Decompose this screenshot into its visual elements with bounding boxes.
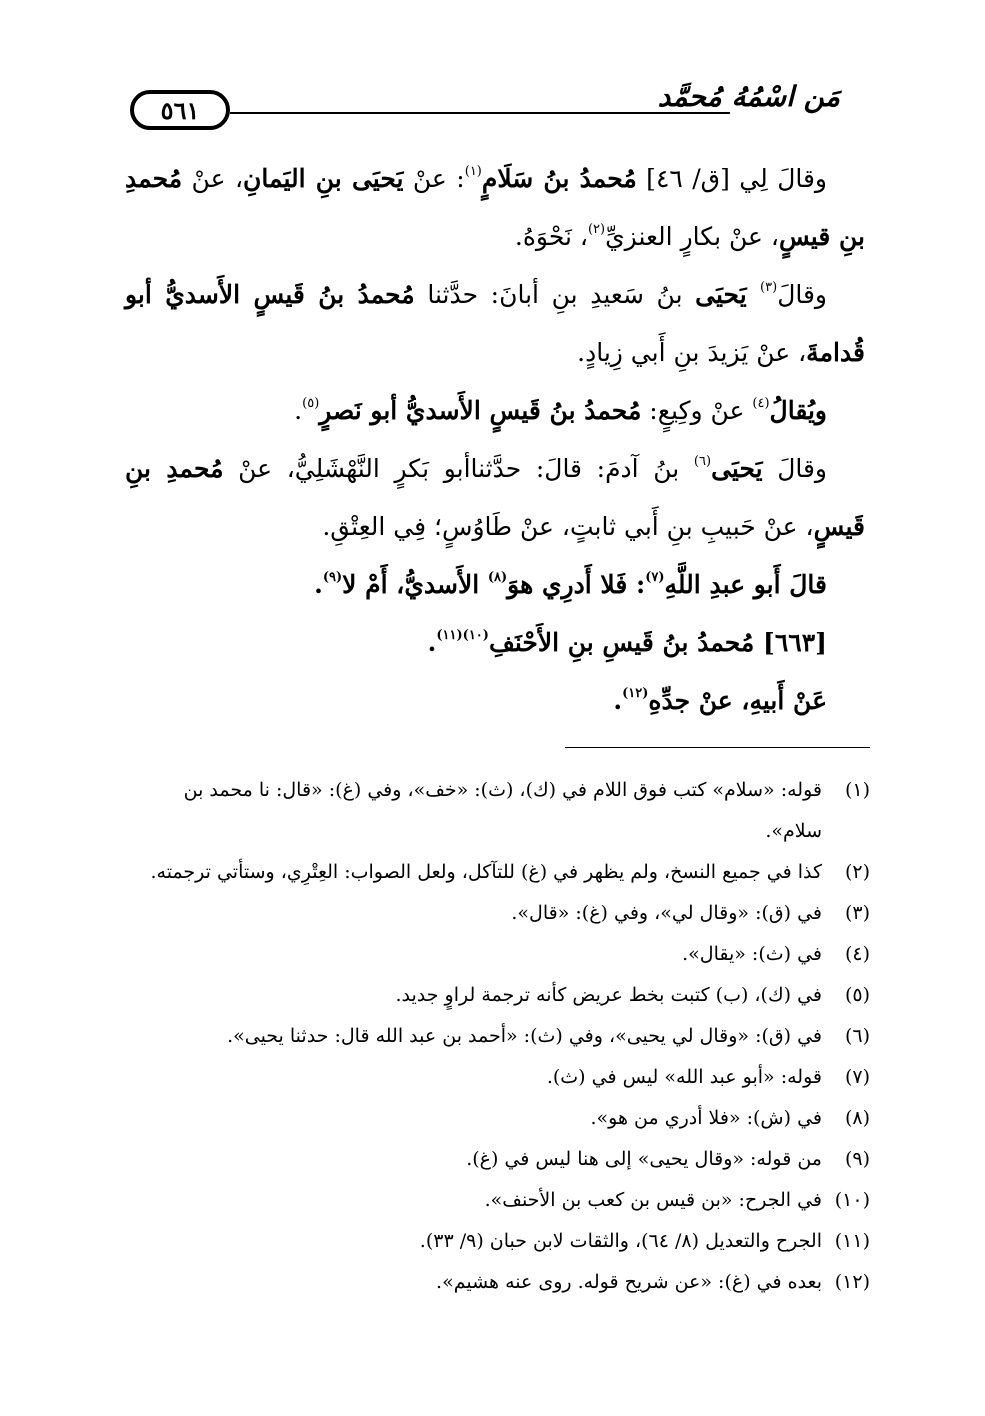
page-header bbox=[130, 78, 840, 148]
footnote-text: في (ق): «وقال لي»، وفي (غ): «قال». bbox=[511, 902, 822, 924]
narrator-name: مُحمدُ بنُ قَيسٍ الأَسديُّ أبو قُدامةَ bbox=[125, 280, 865, 367]
text: عَنْ أَبيهِ، عنْ جدِّهِ bbox=[648, 686, 827, 715]
footnote-item bbox=[125, 975, 870, 1016]
footnote-text: قوله: «أبو عبد الله» ليس في (ث). bbox=[546, 1066, 822, 1088]
text: وقالَ bbox=[762, 454, 827, 483]
text: ، عنْ حَبيبِ بنِ أَبي ثابتٍ، عنْ طَاوُسٍ؛ فِي العِتْقِ. bbox=[322, 512, 814, 541]
text: . bbox=[294, 396, 303, 425]
footnote-item bbox=[125, 1139, 870, 1180]
footnote-divider bbox=[565, 747, 870, 748]
text: . bbox=[613, 686, 623, 715]
main-text bbox=[125, 150, 865, 730]
footnote-item bbox=[125, 893, 870, 934]
footnote-number: (٤) bbox=[844, 943, 870, 965]
footnote-number: (٩) bbox=[844, 1148, 870, 1170]
footnote-number: (١٢) bbox=[834, 1271, 870, 1293]
lead-phrase: قالَ أَبو عبدِ اللَّهِ bbox=[664, 570, 827, 599]
footnote-text: في (ك)، (ب) كتبت بخط عريض كأنه ترجمة لراوٍ جديد. bbox=[395, 984, 822, 1006]
footnote-number: (٢) bbox=[844, 861, 870, 883]
footnote-item bbox=[125, 852, 870, 893]
narrator-name: يَحيَى bbox=[695, 280, 761, 309]
footnote-number: (٨) bbox=[844, 1107, 870, 1129]
text: ، نَحْوَهُ. bbox=[514, 222, 588, 251]
paragraph-1 bbox=[125, 150, 865, 266]
text: الأَسديُّ، أَمْ لا bbox=[342, 570, 488, 599]
text: وقالَ bbox=[777, 280, 827, 309]
footnote-number: (٣) bbox=[844, 902, 870, 924]
footnote-text: كذا في جميع النسخ، ولم يظهر في (غ) للتآكل، ولعل الصواب: العِتْرِي، وستأتي ترجمته. bbox=[150, 861, 822, 883]
page-number: ٥٦١ bbox=[130, 90, 230, 130]
footnote-number: (٥) bbox=[844, 984, 870, 1006]
footnote-text: الجرح والتعديل (٨/ ٦٤)، والثقات لابن حبان (٩/ ٣٣). bbox=[419, 1230, 822, 1252]
text: وقالَ لِي [ق/ ٤٦] bbox=[636, 164, 827, 193]
paragraph-7 bbox=[125, 672, 865, 730]
footnote-number: (٦) bbox=[844, 1025, 870, 1047]
footnotes bbox=[125, 770, 870, 1303]
footnote-item bbox=[125, 1098, 870, 1139]
footnote-ref[interactable]: (٢) bbox=[587, 222, 606, 237]
footnote-ref[interactable]: (٣) bbox=[760, 280, 778, 295]
narrator-name: مُحمدُ بنُ قَيسٍ الأَسديُّ أبو نَصرٍ bbox=[319, 396, 642, 425]
footnote-text: من قوله: «وقال يحيى» إلى هنا ليس في (غ). bbox=[466, 1148, 822, 1170]
footnote-ref[interactable]: (٤) bbox=[752, 396, 770, 411]
footnote-text: في الجرح: «بن قيس بن كعب بن الأحنف». bbox=[484, 1189, 822, 1211]
running-title: مَن اسْمُهُ مُحمَّد bbox=[657, 80, 840, 113]
text: ، عنْ يَزيدَ بنِ أَبي زِيادٍ. bbox=[577, 338, 807, 367]
footnote-ref[interactable]: (٩) bbox=[322, 570, 343, 585]
footnote-text: قوله: «سلام» كتب فوق اللام في (ك)، (ث): «خف»، وفي (غ): «قال: نا محمد بن سلام». bbox=[183, 779, 822, 842]
text: ، عنْ بكارٍ العنزيِّ bbox=[605, 222, 779, 251]
footnote-text: في (ش): «فلا أدري من هو». bbox=[590, 1107, 822, 1129]
footnote-item bbox=[125, 934, 870, 975]
footnote-text: بعده في (غ): «عن شريح قوله. روى عنه هشيم». bbox=[436, 1271, 822, 1293]
narrator-name: مُحمدُ بنُ سَلَامٍ bbox=[481, 164, 637, 193]
narrator-name: مُحمدِ بنِ قَيسٍ bbox=[125, 454, 865, 541]
text: : عنْ bbox=[403, 164, 465, 193]
footnote-number: (١١) bbox=[834, 1230, 870, 1252]
header-rule bbox=[230, 112, 730, 114]
footnote-item bbox=[125, 1180, 870, 1221]
footnote-item bbox=[125, 1262, 870, 1303]
narrator-name: يَحيَى bbox=[711, 454, 763, 483]
footnote-item bbox=[125, 1221, 870, 1262]
paragraph-3 bbox=[125, 382, 865, 440]
entry-number: [٦٦٣] bbox=[763, 628, 827, 657]
paragraph-2 bbox=[125, 266, 865, 382]
footnote-ref[interactable]: (١٢) bbox=[622, 686, 649, 701]
text: . bbox=[427, 628, 437, 657]
footnote-ref[interactable]: (٨) bbox=[487, 570, 508, 585]
paragraph-5 bbox=[125, 556, 865, 614]
footnote-ref[interactable]: (٧) bbox=[645, 570, 665, 585]
footnote-ref[interactable]: (٥) bbox=[302, 396, 320, 411]
text: ، عنْ bbox=[182, 164, 244, 193]
text: عنْ وكِيعٍ: bbox=[641, 396, 753, 425]
footnote-ref[interactable]: (١٠)(١١) bbox=[436, 628, 489, 643]
footnote-number: (٧) bbox=[844, 1066, 870, 1088]
footnote-text: في (ث): «يقال». bbox=[682, 943, 822, 965]
text: . bbox=[314, 570, 323, 599]
lead-word: ويُقالُ bbox=[769, 396, 827, 425]
footnote-text: في (ق): «وقال لي يحيى»، وفي (ث): «أحمد بن عبد الله قال: حدثنا يحيى». bbox=[227, 1025, 822, 1047]
footnote-item bbox=[125, 1016, 870, 1057]
entry-heading bbox=[125, 614, 865, 672]
footnote-number: (١) bbox=[844, 779, 870, 801]
entry-name: مُحمدُ بنُ قَيسِ بنِ الأَحْنَفِ bbox=[488, 628, 764, 657]
footnote-number: (١٠) bbox=[834, 1189, 870, 1211]
text: بنُ آدمَ: قالَ: حدَّثناأبو بَكرٍ النَّهْشَلِيُّ، عنْ bbox=[223, 454, 694, 483]
paragraph-4 bbox=[125, 440, 865, 556]
footnote-item bbox=[125, 770, 870, 852]
text: بنُ سَعيدِ بنِ أبانَ: حدَّثنا bbox=[414, 280, 696, 309]
footnote-ref[interactable]: (١) bbox=[464, 164, 482, 179]
narrator-name: مُحمدِ بنِ قيسٍ bbox=[125, 164, 865, 251]
footnote-ref[interactable]: (٦) bbox=[693, 454, 712, 469]
footnote-item bbox=[125, 1057, 870, 1098]
text: : فَلا أَدرِي هوَ bbox=[507, 570, 646, 599]
narrator-name: يَحيَى بنِ اليَمانِ bbox=[243, 164, 404, 193]
